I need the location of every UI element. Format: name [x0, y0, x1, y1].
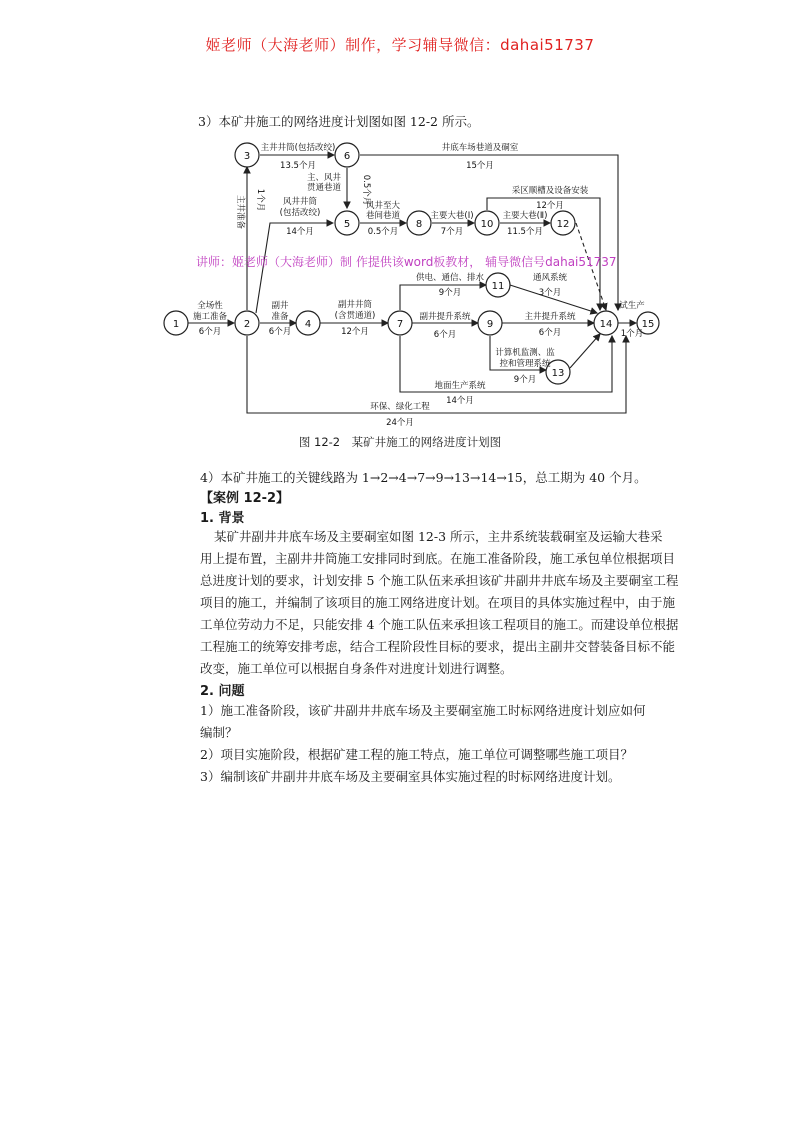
label-e8-10-a: 主要大巷(Ⅰ) — [430, 211, 474, 221]
label-e10-14-b: 12个月 — [536, 201, 564, 211]
background-line-5: 工单位劳动力不足，只能安排 4 个施工队伍来承担该工程项目的施工。而建设单位根据 — [200, 617, 679, 632]
label-e1-2-a: 全场性 — [197, 301, 223, 311]
node-2-label: 2 — [243, 319, 251, 330]
label-e7-14-a: 地面生产系统 — [434, 381, 486, 391]
node-11-label: 11 — [491, 281, 505, 292]
label-e6-5-b: 贯通巷道 — [306, 183, 342, 193]
node-6-label: 6 — [343, 151, 351, 162]
label-e5-8-c: 0.5个月 — [367, 227, 399, 237]
case-title: 【案例 12-2】 — [200, 491, 290, 506]
label-e2-5-c: 14个月 — [286, 227, 314, 237]
node-9-label: 9 — [486, 319, 494, 330]
watermark-text: 讲师：姬老师（大海老师）制 作提供该word板教材， 辅导微信号dahai51737 — [196, 255, 617, 269]
label-e14-15-b: 1个月 — [620, 329, 644, 339]
node-7-label: 7 — [396, 319, 404, 330]
label-e2-14-a: 环保、绿化工程 — [370, 402, 430, 412]
node-5-label: 5 — [343, 219, 351, 230]
label-e10-12-a: 主要大巷(Ⅱ) — [502, 211, 548, 221]
label-e11-14-a: 通风系统 — [532, 273, 568, 283]
label-e4-7-a: 副井井筒 — [337, 300, 373, 310]
label-e9-14-b: 6个月 — [538, 328, 562, 338]
section1-title: 1. 背景 — [200, 511, 245, 526]
label-e1-2-c: 6个月 — [198, 327, 222, 337]
intro-line: 3）本矿井施工的网络进度计划图如图 12-2 所示。 — [198, 114, 480, 129]
question-3: 3）编制该矿井副井井底车场及主要硐室具体实施过程的时标网络进度计划。 — [200, 769, 621, 784]
label-e7-11-a: 供电、通信、排水 — [415, 273, 485, 283]
label-e6-5-c: 0.5个月 — [361, 174, 371, 206]
label-e3-6-a: 主井井筒(包括改绞) — [260, 143, 336, 153]
label-e9-13-a: 计算机监测、监 — [495, 348, 555, 358]
figure-caption: 图 12-2 某矿井施工的网络进度计划图 — [298, 435, 502, 449]
label-e4-7-c: 12个月 — [341, 327, 369, 337]
label-e10-14-a: 采区顺槽及设备安装 — [511, 186, 589, 196]
label-e2-4-c: 6个月 — [268, 327, 292, 337]
node-15-label: 15 — [641, 319, 655, 330]
label-e6-5-a: 主、风井 — [306, 173, 342, 183]
background-line-1: 某矿井副井井底车场及主要硐室如图 12-3 所示，主井系统装载硐室及运输大巷采 — [214, 529, 663, 544]
label-e6-14-b: 15个月 — [466, 161, 494, 171]
node-4-label: 4 — [304, 319, 312, 330]
background-line-3: 总进度计划的要求，计划安排 5 个施工队伍来承担该矿井副井井底车场及主要硐室工程 — [200, 573, 679, 588]
label-e1-2-b: 施工准备 — [192, 312, 228, 322]
label-e7-14-b: 14个月 — [446, 396, 474, 406]
node-14-label: 14 — [599, 319, 613, 330]
label-e7-11-b: 9个月 — [438, 288, 462, 298]
background-line-7: 改变，施工单位可以根据自身条件对进度计划进行调整。 — [200, 661, 513, 676]
label-e2-3-a: 主井准备 — [235, 194, 245, 230]
background-line-6: 工程施工的统筹安排考虑，结合工程阶段性目标的要求，提出主副井交替装备目标不能 — [200, 639, 676, 654]
question-1-line-2: 编制？ — [200, 725, 238, 740]
label-e2-5-a: 风井井筒 — [282, 197, 318, 207]
question-1-line-1: 1）施工准备阶段，该矿井副井井底车场及主要硐室施工时标网络进度计划应如何 — [200, 703, 646, 718]
label-e2-14-b: 24个月 — [386, 418, 414, 428]
label-e2-5-b: (包括改绞) — [279, 208, 321, 218]
node-1-label: 1 — [172, 319, 180, 330]
label-e7-9-a: 副井提升系统 — [419, 312, 471, 322]
label-e9-13-b: 控和管理系统 — [499, 359, 551, 369]
label-e8-10-b: 7个月 — [440, 227, 464, 237]
node-3-label: 3 — [243, 151, 251, 162]
page-header: 姬老师（大海老师）制作，学习辅导微信：dahai51737 — [205, 36, 595, 54]
label-e5-8-b: 巷间巷道 — [365, 211, 401, 221]
label-e14-15-a: 试生产 — [619, 301, 645, 311]
critical-path-line: 4）本矿井施工的关键线路为 1→2→4→7→9→13→14→15，总工期为 40 个月。 — [200, 470, 647, 485]
label-e7-9-b: 6个月 — [433, 330, 457, 340]
background-line-4: 项目的施工，并编制了该项目的施工网络进度计划。在项目的具体实施过程中，由于施 — [200, 595, 676, 610]
question-2: 2）项目实施阶段，根据矿建工程的施工特点，施工单位可调整哪些施工项目？ — [200, 747, 633, 762]
label-e4-7-b: (含贯通道) — [334, 311, 376, 321]
label-e2-4-a: 副井 — [271, 301, 289, 311]
label-e10-12-b: 11.5个月 — [507, 227, 543, 237]
section2-title: 2. 问题 — [200, 684, 245, 699]
label-e5-8-a: 风井至大 — [365, 201, 401, 211]
background-line-2: 用上提布置，主副井井筒施工安排同时到底。在施工准备阶段，施工承包单位根据项目 — [200, 551, 676, 566]
label-e6-14-a: 井底车场巷道及硐室 — [441, 143, 519, 153]
label-e9-14-a: 主井提升系统 — [524, 312, 576, 322]
label-e3-6-b: 13.5个月 — [280, 161, 316, 171]
label-e9-13-c: 9个月 — [513, 375, 537, 385]
network-diagram — [160, 140, 660, 440]
label-e11-14-b: 3个月 — [538, 288, 562, 298]
label-e2-3-b: 1个月 — [255, 188, 265, 212]
node-10-label: 10 — [480, 219, 494, 230]
node-13-label: 13 — [551, 368, 565, 379]
label-e2-4-b: 准备 — [271, 312, 289, 322]
node-8-label: 8 — [415, 219, 423, 230]
network-diagram-svg — [160, 140, 660, 440]
edge-13-14 — [570, 334, 600, 368]
node-12-label: 12 — [556, 219, 570, 230]
